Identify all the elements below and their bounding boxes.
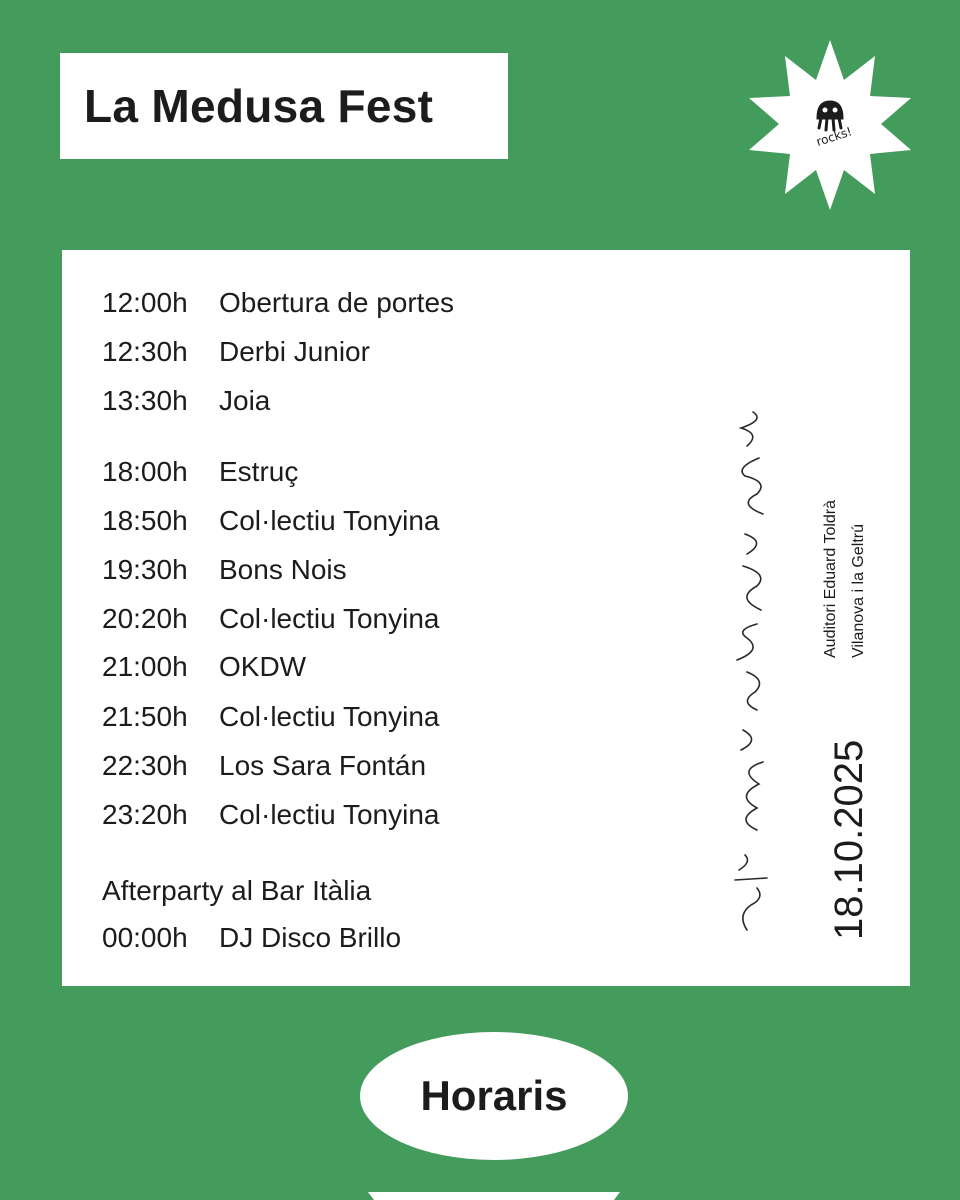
- schedule-time: 23:20h: [102, 799, 188, 830]
- jellyfish-star-logo-icon: [746, 38, 914, 212]
- afterparty-heading: Afterparty al Bar Itàlia: [102, 875, 372, 906]
- schedule-act: Derbi Junior: [219, 336, 370, 367]
- schedule-row: [102, 647, 306, 687]
- schedule-time: 13:30h: [102, 385, 188, 416]
- schedule-row: [102, 283, 454, 323]
- afterparty-row: [102, 918, 401, 958]
- schedule-time: 21:50h: [102, 701, 188, 732]
- schedule-row: [102, 452, 298, 492]
- horaris-label: [360, 1032, 628, 1160]
- signature-la-medusa-rocks: [717, 410, 787, 940]
- bottom-decoration: [368, 1192, 620, 1200]
- schedule-time: 19:30h: [102, 554, 188, 585]
- schedule-act: Joia: [219, 385, 271, 416]
- schedule-row: [102, 550, 347, 590]
- venue-city: Vilanova i la Geltrú: [850, 524, 867, 658]
- logo-text: rocks!: [814, 124, 854, 149]
- schedule-act: Obertura de portes: [219, 287, 455, 318]
- page-title: La Medusa Fest: [84, 80, 434, 132]
- schedule-act: Bons Nois: [219, 554, 347, 585]
- horaris-text: Horaris: [420, 1072, 568, 1119]
- schedule-time: 22:30h: [102, 750, 188, 781]
- schedule-time: 20:20h: [102, 603, 188, 634]
- schedule-row: [102, 332, 370, 372]
- schedule-row: [102, 697, 440, 737]
- title-box: [60, 53, 508, 159]
- schedule-time: 18:50h: [102, 505, 188, 536]
- schedule-time: 18:00h: [102, 456, 188, 487]
- schedule-time: 12:30h: [102, 336, 188, 367]
- event-date: 18.10.2025: [827, 739, 871, 940]
- schedule-row: [102, 795, 440, 835]
- schedule-time: 21:00h: [102, 651, 188, 682]
- schedule-row: [102, 381, 270, 421]
- schedule-act: Col·lectiu Tonyina: [219, 505, 440, 536]
- venue-name: Auditori Eduard Toldrà: [822, 499, 839, 658]
- schedule-act: Col·lectiu Tonyina: [219, 701, 440, 732]
- schedule-row: [102, 599, 440, 639]
- schedule-time: 12:00h: [102, 287, 188, 318]
- schedule-act: Estruç: [219, 456, 299, 487]
- schedule-time: 00:00h: [102, 922, 188, 953]
- schedule-panel: [62, 250, 910, 986]
- schedule-row: [102, 746, 426, 786]
- schedule-act: OKDW: [219, 651, 307, 682]
- schedule-row: [102, 501, 440, 541]
- schedule-act: Los Sara Fontán: [219, 750, 427, 781]
- schedule-act: Col·lectiu Tonyina: [219, 799, 440, 830]
- schedule-act: DJ Disco Brillo: [219, 922, 402, 953]
- schedule-act: Col·lectiu Tonyina: [219, 603, 440, 634]
